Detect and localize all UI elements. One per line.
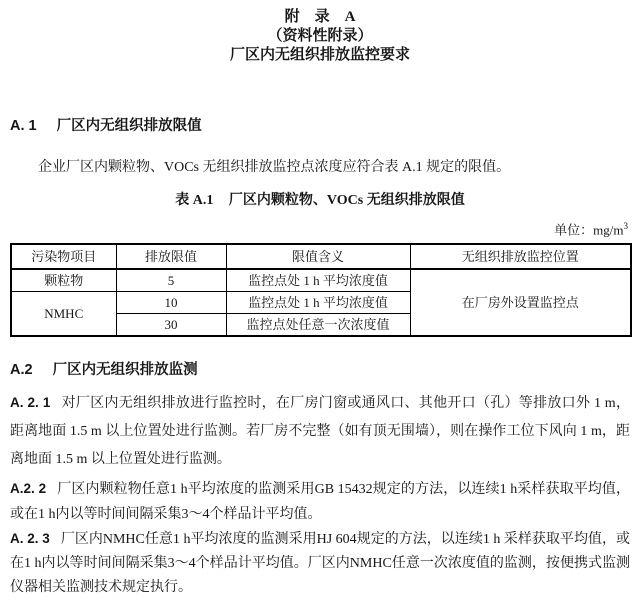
section-a2-title: 厂区内无组织排放监测 (52, 362, 198, 379)
cell-pollutant-nmhc: NMHC (11, 292, 116, 337)
cell-limit-nmhc-10: 10 (116, 292, 226, 314)
clause-a2-2 (10, 476, 630, 527)
limits-table (10, 243, 632, 337)
clause-a2-1 (10, 389, 630, 474)
cell-limit-nmhc-30: 30 (116, 314, 226, 337)
cell-limit-pm: 5 (116, 269, 226, 292)
section-a2-heading (10, 360, 630, 380)
appendix-header (10, 8, 630, 65)
cell-meaning-pm: 监控点处 1 h 平均浓度值 (226, 269, 410, 292)
section-a1-intro-paragraph: 企业厂区内颗粒物、VOCs 无组织排放监控点浓度应符合表 A.1 规定的限值。 (38, 160, 511, 175)
table-a1-caption (10, 191, 630, 211)
clause-a2-3-label: A. 2. 3 (10, 531, 50, 547)
clause-a2-1-text: 对厂区内无组织排放进行监控时，在厂房门窗或通风口、其他开口（孔）等排放口外 1 m，距离地面 1.5 m 以上位置处进行监测。若厂房不完整（如有顶无围墙），则在操作工位下风向 1 m，距离地面 1.5 m 以上位置处进行监测。 (10, 396, 630, 468)
header-location: 无组织排放监控位置 (410, 244, 631, 269)
header-limit: 排放限值 (116, 244, 226, 269)
table-a1-caption-title: 厂区内颗粒物、VOCs 无组织排放限值 (228, 193, 465, 208)
clause-a2-2-label: A.2. 2 (10, 481, 47, 497)
cell-meaning-nmhc-1h: 监控点处 1 h 平均浓度值 (226, 292, 410, 314)
cell-meaning-nmhc-once: 监控点处任意一次浓度值 (226, 314, 410, 337)
table-a1-caption-label: 表 A.1 (175, 193, 214, 208)
cell-monitoring-location: 在厂房外设置监控点 (410, 269, 631, 336)
table-row-pm (11, 269, 631, 292)
section-a1-label: A. 1 (10, 118, 37, 134)
section-a2-label: A.2 (10, 362, 33, 379)
clause-a2-3-text: 厂区内NMHC任意1 h平均浓度的监测采用HJ 604规定的方法，以连续1 h 采样获取平均值，或在1 h内以等时间间隔采集3～4个样品计平均值。厂区内NMHC任意一次浓度值的监测，按便携式监测仪器相关监测技术规定执行。 (10, 532, 630, 596)
clause-a2-3 (10, 527, 630, 600)
cell-pollutant-pm: 颗粒物 (11, 269, 116, 292)
clause-a2-1-label: A. 2. 1 (10, 395, 51, 411)
unit-prefix: 单位：mg/m (554, 222, 624, 238)
section-a1-heading (10, 116, 630, 136)
appendix-title: 附 录 A (284, 9, 356, 25)
unit-superscript: 3 (623, 221, 628, 231)
appendix-heading: 厂区内无组织排放监控要求 (229, 47, 410, 63)
table-a1-unit-label (10, 218, 630, 238)
section-a1-title: 厂区内无组织排放限值 (56, 118, 202, 134)
clause-a2-2-text: 厂区内颗粒物任意1 h平均浓度的监测采用GB 15432规定的方法，以连续1 h采样获取平均值，或在1 h内以等时间间隔采集3～4个样品计平均值。 (10, 482, 630, 523)
header-meaning: 限值含义 (226, 244, 410, 269)
table-header-row (11, 244, 631, 269)
header-pollutant: 污染物项目 (11, 244, 116, 269)
appendix-subtitle: （资料性附录） (267, 28, 373, 44)
